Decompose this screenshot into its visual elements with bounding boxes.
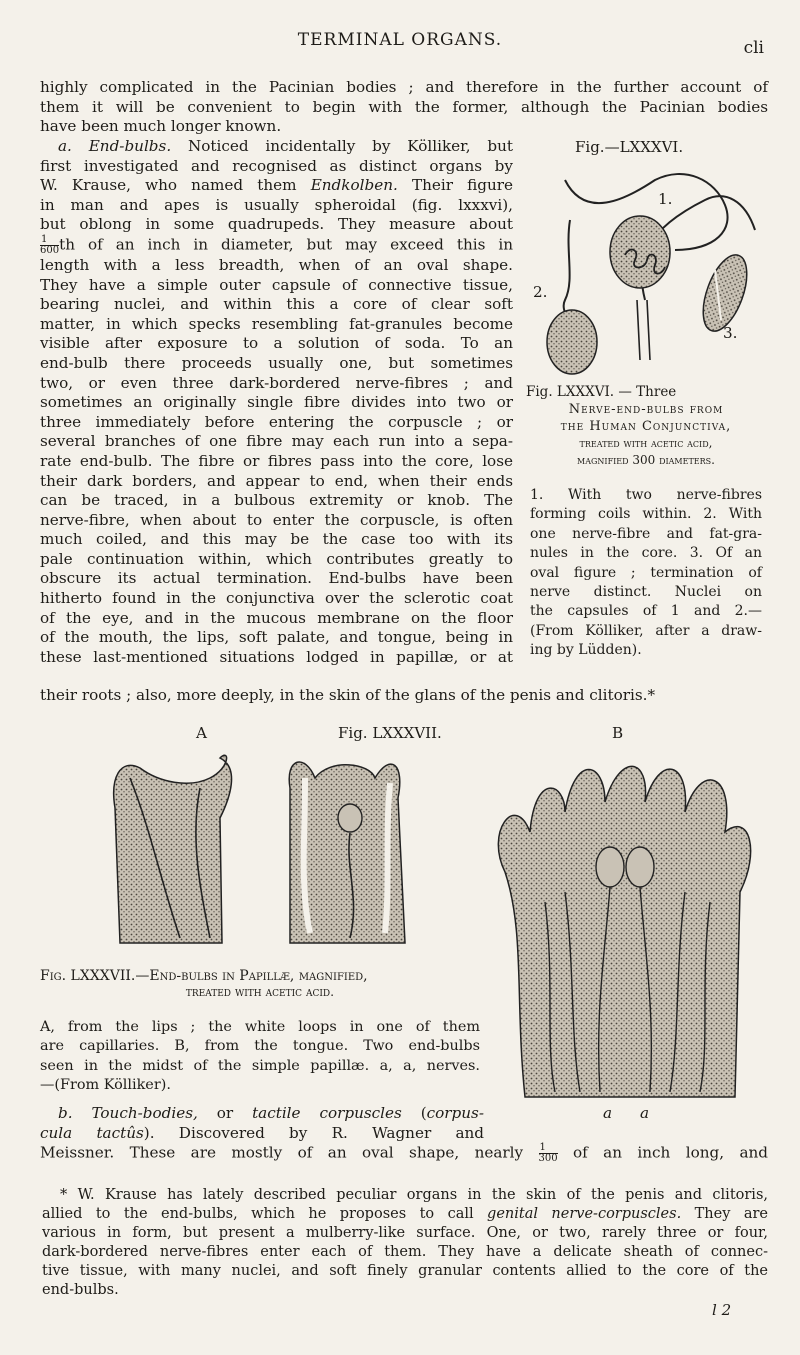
caption-line: Fig. LXXXVII.—End-bulbs in Papillæ, magnified,	[40, 968, 368, 984]
text-line: dark-bordered nerve-fibres enter each of them. They have a delicate sheath of connec-	[42, 1244, 768, 1260]
text-line: much coiled, and this may be the case too with its	[40, 530, 513, 549]
text-line: of the mouth, the lips, soft palate, and tongue, being in	[40, 628, 513, 647]
end-bulbs-body	[40, 256, 513, 667]
text-line: —(From Kölliker).	[40, 1077, 171, 1094]
text-line: tive tissue, with many nuclei, and soft finely granular contents allied to the core of the	[42, 1263, 768, 1279]
text-line: can be traced, in a bulbous extremity or knob. The	[40, 491, 513, 510]
fig86-label-1: 1.	[658, 190, 673, 208]
caption-line: the Human Conjunctiva,	[560, 419, 732, 434]
text-line: first investigated and recognised as distinct organs by	[40, 156, 513, 175]
text-line: visible after exposure to a solution of soda. To an	[40, 334, 513, 353]
end-bulb-2	[547, 310, 597, 374]
text-line: nerve-fibre, when about to enter the corpuscle, is often	[40, 510, 513, 529]
text-line: They have a simple outer capsule of connective tissue,	[40, 275, 513, 294]
text-line: Meissner. These are mostly of an oval shape, nearly $\frac{1}{300}$ of an inch long, and	[40, 1142, 769, 1164]
text-line: pale continuation within, which contributes greatly to	[40, 549, 513, 568]
intro-paragraph	[40, 78, 768, 137]
text-line: of the eye, and in the mucous membrane on the floor	[40, 608, 513, 627]
text-line: various in form, but present a mulberry-like surface. One, or two, rarely three or four,	[42, 1225, 768, 1241]
text-line: are capillaries. B, from the tongue. Two end-bulbs	[40, 1038, 480, 1055]
nerve-label-a1: a	[603, 1104, 613, 1122]
fig86-label-3: 3.	[723, 324, 738, 342]
text-line: 1. With two nerve-fibres	[530, 487, 762, 503]
fig87-title: Fig. LXXXVII.	[338, 724, 442, 742]
caption-line: treated with acetic acid,	[579, 436, 713, 450]
text-line: one nerve-fibre and fat-gra-	[530, 525, 762, 542]
page-number: cli	[743, 38, 764, 58]
fig87-caption	[40, 968, 480, 999]
text-line: several branches of one fibre may each run into a sepa-	[40, 432, 513, 451]
fig87-label-b: B	[612, 724, 624, 742]
text-line: $\frac{1}{600}$ th of an inch in diameter, but may exceed this in	[40, 233, 513, 256]
text-line: b. Touch-bodies, or tactile corpuscles (corpus-	[58, 1104, 484, 1122]
end-bulbs-section	[40, 137, 513, 667]
text-line: allied to the end-bulbs, which he proposes to call genital nerve-corpuscles. They are	[42, 1206, 768, 1222]
fig87-label-a: A	[196, 724, 207, 742]
text-line: A, from the lips ; the white loops in one of them	[40, 1019, 480, 1035]
fraction: $\frac{1}{300}$	[538, 1142, 558, 1164]
text-line: three immediately before entering the corpuscle ; or	[40, 412, 513, 431]
fig86-caption	[526, 384, 766, 469]
fig87-illustration-a	[100, 748, 480, 953]
text-line: the capsules of 1 and 2.—	[530, 603, 762, 620]
text-line: their dark borders, and appear to end, when their ends	[40, 471, 513, 490]
fraction: $\frac{1}{600}$	[40, 233, 60, 256]
running-header: TERMINAL ORGANS.	[297, 30, 503, 50]
text-line: these last-mentioned situations lodged in papillæ, or at	[40, 647, 513, 666]
text-line: sometimes an originally single fibre divides into two or	[40, 393, 513, 412]
text-line: obscure its actual termination. End-bulbs have been	[40, 569, 513, 588]
text-line: their roots ; also, more deeply, in the skin of the glans of the penis and clitoris.*	[40, 686, 656, 704]
text-line: matter, in which specks resembling fat-granules become	[40, 314, 513, 333]
fig86-description	[530, 486, 762, 661]
section-heading: Touch-bodies,	[91, 1104, 198, 1122]
text-line: (From Kölliker, after a draw-	[530, 622, 762, 639]
end-bulb-tongue-2	[626, 847, 654, 887]
text-line: highly complicated in the Pacinian bodies ; and therefore in the further account of	[40, 78, 768, 96]
fig86-label-2: 2.	[533, 283, 548, 301]
text-line: cula tactûs). Discovered by R. Wagner and	[40, 1123, 485, 1142]
text-line: them it will be convenient to begin with the former, although the Pacinian bodies	[40, 97, 768, 116]
text-line: end-bulb there proceeds usually one, but sometimes	[40, 353, 513, 372]
caption-line: magnified 300 diameters.	[577, 453, 715, 467]
fig86-title: Fig.—LXXXVI.	[575, 138, 684, 156]
text-line: * W. Krause has lately described peculiar organs in the skin of the penis and clitoris,	[60, 1187, 768, 1203]
text-line: but oblong in some quadrupeds. They measure about	[40, 215, 513, 234]
text-line: nerve distinct. Nuclei on	[530, 584, 762, 601]
text-line: W. Krause, who named them Endkolben. Their figure	[40, 176, 513, 195]
end-bulb-1	[610, 216, 670, 288]
text-line: bearing nuclei, and within this a core of clear soft	[40, 295, 513, 314]
text-line: hitherto found in the conjunctiva over the sclerotic coat	[40, 589, 513, 608]
text-line: ing by Lüdden).	[530, 642, 642, 659]
text-line: seen in the midst of the simple papillæ. a, a, nerves.	[40, 1057, 480, 1074]
text-line: end-bulbs.	[42, 1282, 119, 1298]
end-bulb-tongue-1	[596, 847, 624, 887]
caption-line: treated with acetic acid.	[185, 984, 335, 999]
end-bulbs-last-line	[40, 686, 768, 706]
text-line: have been much longer known.	[40, 117, 282, 136]
fig87-illustration-b	[485, 752, 765, 1110]
caption-line: Fig. LXXXVI. — Three	[526, 384, 677, 400]
text-line: nules in the core. 3. Of an	[530, 545, 762, 562]
text-line: length with a less breadth, when of an oval shape.	[40, 255, 513, 274]
text-line: a. End-bulbs. Noticed incidentally by Kölliker, but	[58, 137, 513, 155]
caption-line: Nerve-end-bulbs from	[568, 402, 724, 417]
text-line: two, or even three dark-bordered nerve-fibres ; and	[40, 373, 513, 392]
touch-bodies-section	[40, 1104, 484, 1143]
fig86-illustration	[525, 160, 785, 380]
text-line: rate end-bulb. The fibre or fibres pass into the core, lose	[40, 451, 513, 470]
fig87-description	[40, 1018, 480, 1096]
text-line: in man and apes is usually spheroidal (fig. lxxxvi),	[40, 195, 513, 214]
nerve-label-a2: a	[640, 1104, 650, 1122]
section-letter: a.	[58, 137, 89, 155]
papilla-tongue	[498, 766, 750, 1097]
text-line: oval figure ; termination of	[530, 564, 762, 581]
text-line: forming coils within. 2. With	[530, 506, 762, 523]
footnote	[42, 1186, 768, 1300]
section-heading: End-bulbs.	[88, 137, 172, 155]
signature-mark: l 2	[712, 1301, 732, 1319]
touch-bodies-line	[40, 1143, 768, 1164]
